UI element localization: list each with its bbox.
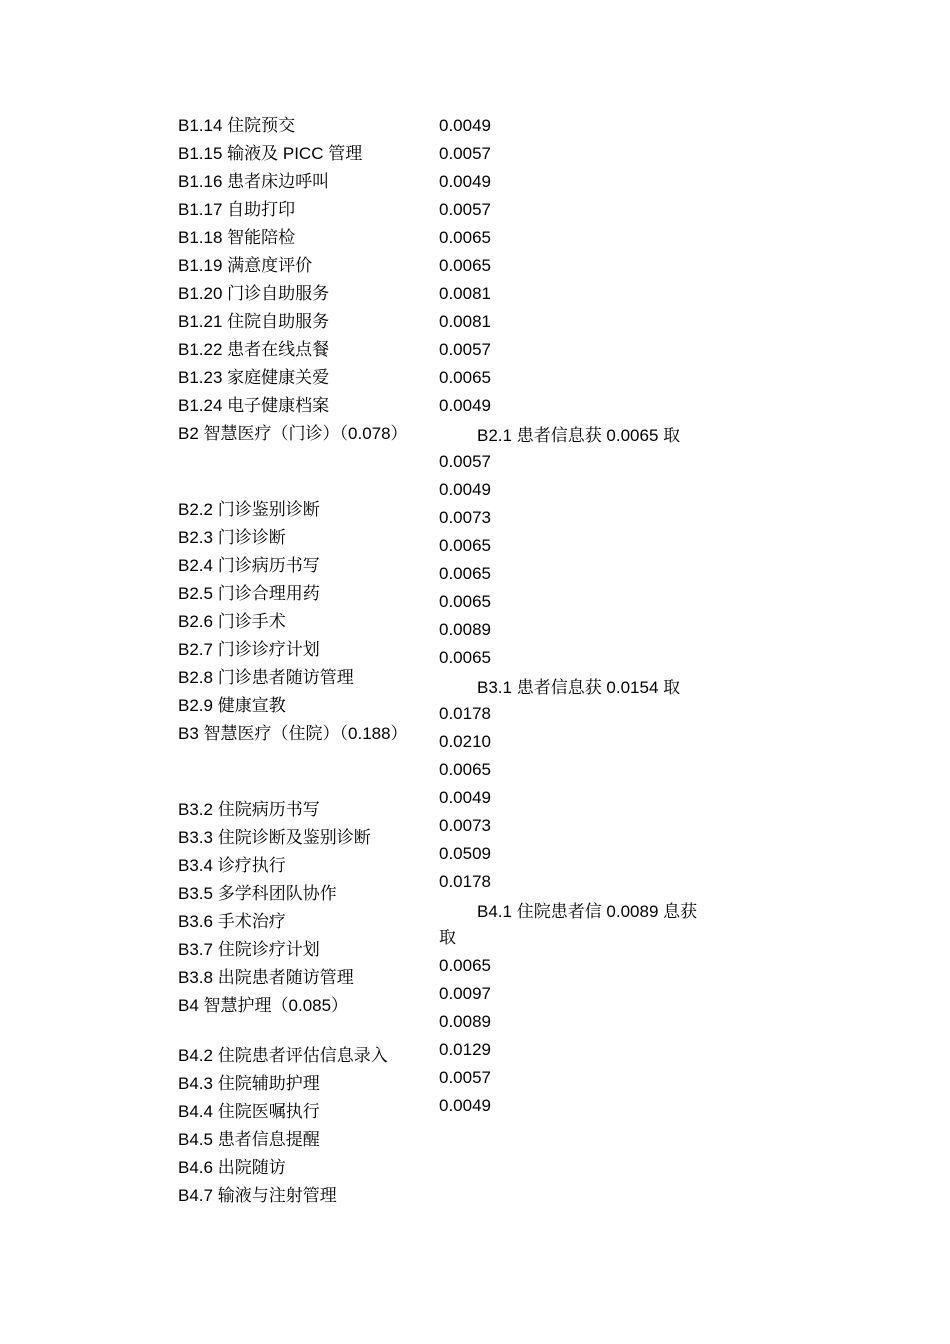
indicator-name: B1.22 患者在线点餐 bbox=[178, 340, 330, 359]
indicator-name: B2.4 门诊病历书写 bbox=[178, 556, 320, 575]
first-indicator-weight: B4.1 住院患者信 0.0089 息获取 bbox=[439, 902, 698, 947]
indicator-weight: 0.0057 bbox=[439, 340, 491, 359]
category-heading: B4 智慧护理（0.085） bbox=[178, 996, 349, 1015]
indicator-weight: 0.0089 bbox=[439, 1012, 491, 1031]
indicator-weight: 0.0065 bbox=[439, 256, 491, 275]
indicator-name: B1.18 智能陪检 bbox=[178, 228, 296, 247]
indicator-weight: 0.0073 bbox=[439, 816, 491, 835]
indicator-name: B2.8 门诊患者随访管理 bbox=[178, 668, 354, 687]
indicator-weight: 0.0065 bbox=[439, 228, 491, 247]
indicator-weight: 0.0097 bbox=[439, 984, 491, 1003]
indicator-name: B2.7 门诊诊疗计划 bbox=[178, 640, 320, 659]
indicator-weight: 0.0049 bbox=[439, 1096, 491, 1115]
indicator-weight: 0.0057 bbox=[439, 1068, 491, 1087]
indicator-name-column bbox=[178, 112, 423, 1210]
indicator-name: B1.24 电子健康档案 bbox=[178, 396, 330, 415]
indicator-weight: 0.0081 bbox=[439, 284, 491, 303]
indicator-name: B4.6 出院随访 bbox=[178, 1158, 286, 1177]
indicator-weight: 0.0049 bbox=[439, 788, 491, 807]
indicator-name: B1.17 自助打印 bbox=[178, 200, 296, 219]
indicator-weight: 0.0065 bbox=[439, 368, 491, 387]
indicator-name: B4.4 住院医嘱执行 bbox=[178, 1102, 320, 1121]
indicator-weight: 0.0049 bbox=[439, 116, 491, 135]
indicator-weight-column bbox=[439, 112, 739, 1120]
category-heading: B2 智慧医疗（门诊）（0.078） bbox=[178, 424, 408, 443]
first-indicator-weight: B2.1 患者信息获 0.0065 取 bbox=[477, 426, 681, 445]
indicator-name: B1.21 住院自助服务 bbox=[178, 312, 330, 331]
indicator-name: B3.8 出院患者随访管理 bbox=[178, 968, 354, 987]
indicator-name: B3.2 住院病历书写 bbox=[178, 800, 320, 819]
indicator-name: B2.5 门诊合理用药 bbox=[178, 584, 320, 603]
indicator-weight: 0.0065 bbox=[439, 536, 491, 555]
indicator-name: B3.3 住院诊断及鉴别诊断 bbox=[178, 828, 371, 847]
indicator-weight: 0.0057 bbox=[439, 452, 491, 471]
indicator-name: B2.9 健康宣教 bbox=[178, 696, 286, 715]
indicator-weight: 0.0065 bbox=[439, 956, 491, 975]
spacer bbox=[178, 1020, 423, 1042]
indicator-weight: 0.0065 bbox=[439, 564, 491, 583]
indicator-weight: 0.0210 bbox=[439, 732, 491, 751]
indicator-weight: 0.0178 bbox=[439, 704, 491, 723]
indicator-name: B1.14 住院预交 bbox=[178, 116, 296, 135]
indicator-name: B2.3 门诊诊断 bbox=[178, 528, 286, 547]
category-heading: B3 智慧医疗（住院）（0.188） bbox=[178, 724, 408, 743]
indicator-name: B3.5 多学科团队协作 bbox=[178, 884, 337, 903]
indicator-name: B2.2 门诊鉴别诊断 bbox=[178, 500, 320, 519]
indicator-weight: 0.0057 bbox=[439, 200, 491, 219]
indicator-weight: 0.0049 bbox=[439, 480, 491, 499]
indicator-weight: 0.0129 bbox=[439, 1040, 491, 1059]
indicator-name: B2.6 门诊手术 bbox=[178, 612, 286, 631]
indicator-name: B1.16 患者床边呼叫 bbox=[178, 172, 330, 191]
indicator-name: B4.2 住院患者评估信息录入 bbox=[178, 1046, 388, 1065]
indicator-weight: 0.0073 bbox=[439, 508, 491, 527]
spacer bbox=[178, 768, 423, 796]
first-indicator-weight: B3.1 患者信息获 0.0154 取 bbox=[477, 678, 681, 697]
indicator-weight: 0.0049 bbox=[439, 172, 491, 191]
indicator-weight: 0.0065 bbox=[439, 648, 491, 667]
indicator-weight: 0.0065 bbox=[439, 592, 491, 611]
indicator-name: B3.4 诊疗执行 bbox=[178, 856, 286, 875]
indicator-name: B4.3 住院辅助护理 bbox=[178, 1074, 320, 1093]
indicator-weight: 0.0089 bbox=[439, 620, 491, 639]
indicator-name: B4.5 患者信息提醒 bbox=[178, 1130, 320, 1149]
indicator-weight: 0.0509 bbox=[439, 844, 491, 863]
indicator-weight: 0.0178 bbox=[439, 872, 491, 891]
indicator-name: B3.6 手术治疗 bbox=[178, 912, 286, 931]
indicator-name: B1.20 门诊自助服务 bbox=[178, 284, 330, 303]
indicator-name: B1.19 满意度评价 bbox=[178, 256, 313, 275]
indicator-weight: 0.0049 bbox=[439, 396, 491, 415]
indicator-weight: 0.0081 bbox=[439, 312, 491, 331]
indicator-name: B3.7 住院诊疗计划 bbox=[178, 940, 320, 959]
indicator-name: B1.15 输液及 PICC 管理 bbox=[178, 144, 363, 163]
indicator-name: B4.7 输液与注射管理 bbox=[178, 1186, 337, 1205]
indicator-name: B1.23 家庭健康关爱 bbox=[178, 368, 330, 387]
spacer bbox=[178, 468, 423, 496]
indicator-weight: 0.0065 bbox=[439, 760, 491, 779]
indicator-weight: 0.0057 bbox=[439, 144, 491, 163]
